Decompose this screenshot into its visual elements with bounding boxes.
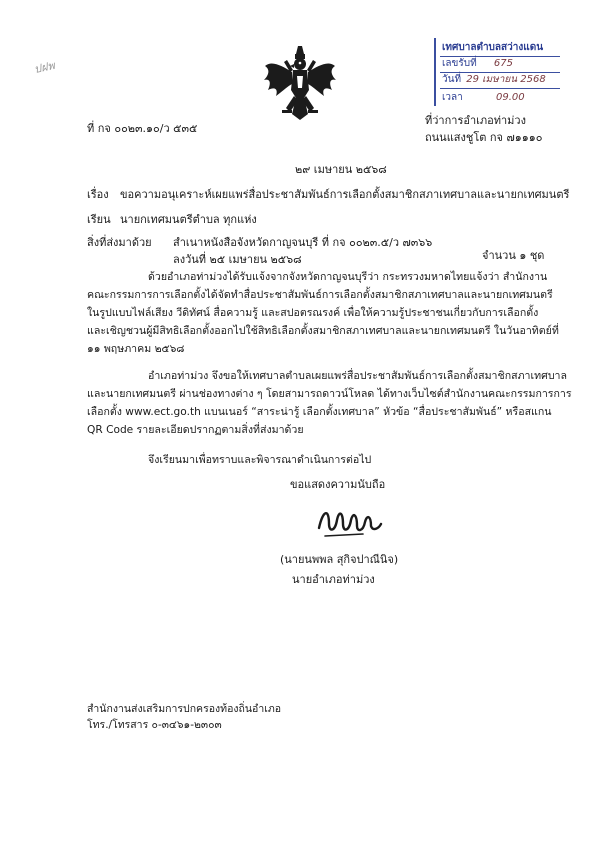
enclosure-label: สิ่งที่ส่งมาด้วย (87, 236, 152, 249)
document-date: ๒๙ เมษายน ๒๕๖๘ (295, 163, 387, 176)
footer-phone: โทร./โทรสาร ๐-๓๔๖๑-๒๓๐๓ (87, 719, 222, 731)
signatory-position: นายอำเภอท่าม่วง (292, 573, 375, 586)
body-para1-line5: ๑๑ พฤษภาคม ๒๕๖๘ (87, 343, 185, 355)
body-para2-line1: อำเภอท่าม่วง จึงขอให้เทศบาลตำบลเผยแพร่สื่อประชาสัมพันธ์การเลือกตั้งสมาชิกสภาเทศบาล (148, 370, 567, 382)
document-number: ที่ กจ ๐๐๒๓.๑๐/ว ๕๓๕ (87, 122, 198, 135)
subject-label: เรื่อง (87, 188, 109, 201)
body-para2-line3: เลือกตั้ง www.ect.go.th แบนเนอร์ “สาระน่ารู้ เลือกตั้งเทศบาล” หัวข้อ “สื่อประชาสัมพันธ์” หรือสแกน (87, 406, 552, 418)
handwritten-note: ปฝพ (32, 58, 56, 76)
closing-paragraph: จึงเรียนมาเพื่อทราบและพิจารณาดำเนินการต่อไป (148, 454, 372, 466)
stamp-time-label: เวลา (442, 92, 463, 103)
sender-office: ที่ว่าการอำเภอท่าม่วง (425, 114, 526, 127)
stamp-date-label: วันที่ (442, 74, 462, 85)
garuda-emblem (262, 42, 338, 122)
salutation: ขอแสดงความนับถือ (290, 478, 386, 491)
signatory-name: (นายนพพล สุกิจปาณีนิจ) (280, 553, 399, 566)
body-para1-line2: คณะกรรมการการเลือกตั้งได้จัดทำสื่อประชาสัมพันธ์การเลือกตั้งสมาชิกสภาเทศบาลและนายกเทศมนตรี (87, 289, 553, 301)
stamp-receipt-no-label: เลขรับที่ (442, 58, 477, 69)
recipient-label: เรียน (87, 213, 111, 226)
sender-address: ถนนแสงชูโต กจ ๗๑๑๑๐ (425, 131, 543, 144)
enclosure-count: จำนวน ๑ ชุด (482, 249, 545, 262)
stamp-date: 29 เมษายน 2568 (466, 74, 546, 85)
enclosure-line1: สำเนาหนังสือจังหวัดกาญจนบุรี ที่ กจ ๐๐๒๓.๕/ว ๗๓๖๖ (173, 236, 433, 249)
body-para1-line3: ในรูปแบบไฟล์เสียง วีดิทัศน์ สื่อความรู้ และสปอตรณรงค์ เพื่อให้ความรู้ประชาชนเกี่ยวกับการเลือกตั้ง (87, 307, 539, 319)
recipient-text: นายกเทศมนตรีตำบล ทุกแห่ง (120, 213, 257, 226)
subject-text: ขอความอนุเคราะห์เผยแพร่สื่อประชาสัมพันธ์การเลือกตั้งสมาชิกสภาเทศบาลและนายกเทศมนตรี (120, 188, 570, 201)
receipt-stamp (434, 38, 564, 106)
footer-office: สำนักงานส่งเสริมการปกครองท้องถิ่นอำเภอ (87, 703, 282, 715)
signature-mark (315, 502, 385, 542)
stamp-office: เทศบาลตำบลสว่างแดน (442, 42, 544, 53)
stamp-time: 09.00 (495, 92, 525, 103)
body-para1-line1: ด้วยอำเภอท่าม่วงได้รับแจ้งจากจังหวัดกาญจนบุรีว่า กระทรวงมหาดไทยแจ้งว่า สำนักงาน (148, 271, 548, 283)
stamp-receipt-no: 675 (493, 58, 513, 69)
enclosure-line2: ลงวันที่ ๒๕ เมษายน ๒๕๖๘ (173, 253, 302, 266)
body-para2-line4: QR Code รายละเอียดปรากฏตามสิ่งที่ส่งมาด้วย (87, 424, 304, 436)
body-para2-line2: และนายกเทศมนตรี ผ่านช่องทางต่าง ๆ โดยสามารถดาวน์โหลด ได้ทางเว็บไซต์สำนักงานคณะกรรมการการ (87, 388, 572, 400)
body-para1-line4: และเชิญชวนผู้มีสิทธิเลือกตั้งออกไปใช้สิทธิเลือกตั้งสมาชิกสภาเทศบาลและนายกเทศมนตรี ในวันอาทิตย์ที่ (87, 325, 559, 337)
